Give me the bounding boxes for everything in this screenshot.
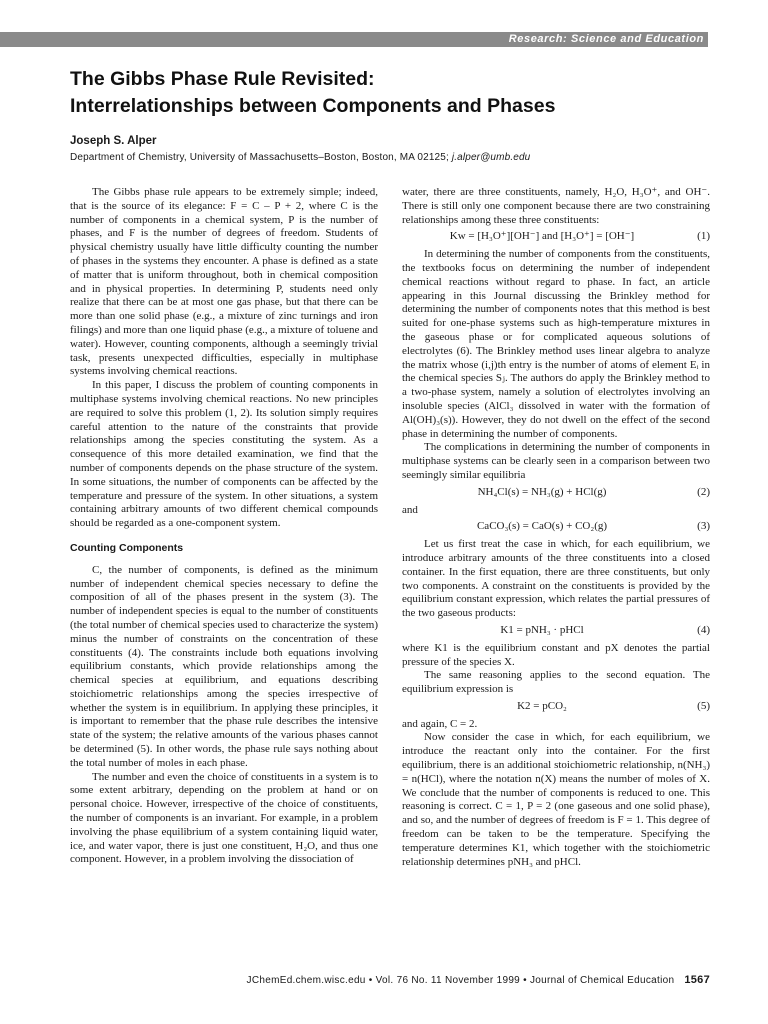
- equation-5: [402, 700, 710, 714]
- section-banner: [0, 32, 708, 47]
- body-paragraph: Now consider the case in which, for each equilibrium, we introduce the reactant only into the container. For the first equilibrium, there is an additional stoichiometric relationship, n(NH₃) = n(HCl), where the notation n(X) means the number of moles of X. We conclude that the number of components is reduced to one. This reasoning is correct. C = 1, P = 2 (one gaseous and one solid phase), and so, and the number of degrees of freedom is F = 1. This degree of freedom can be taken to be the temperature. Specifying the temperature determines K1, which together with the stoichiometric relationship determines pNH₃ and pHCl.: [402, 731, 710, 868]
- left-column: [70, 186, 378, 867]
- author-name: Joseph S. Alper: [70, 135, 157, 147]
- equation-body: K1 = pNH₃ · pHCl: [500, 623, 584, 636]
- title-line-1: The Gibbs Phase Rule Revisited:: [70, 68, 375, 90]
- body-paragraph: The same reasoning applies to the second equation. The equilibrium expression is: [402, 669, 710, 696]
- section-label: Research: Science and Education: [508, 33, 704, 45]
- page-number: 1567: [684, 974, 710, 986]
- body-paragraph: where K1 is the equilibrium constant and pX denotes the partial pressure of the species X.: [402, 641, 710, 668]
- equation-2: [402, 486, 710, 500]
- equation-number: (1): [697, 230, 710, 243]
- equation-body: K2 = pCO₂: [517, 699, 567, 712]
- author-email-link[interactable]: j.alper@umb.edu: [451, 152, 531, 163]
- body-paragraph: water, there are three constituents, namely, H₂O, H₃O⁺, and OH⁻. There is still only one component because there are two constraining relationships among these three constituents:: [402, 186, 710, 226]
- equation-4: [402, 624, 710, 638]
- equation-3: [402, 520, 710, 534]
- body-paragraph: Let us first treat the case in which, for each equilibrium, we introduce arbitrary amounts of the three constituents into a closed container. In the first equation, there are three constituents, but only two components. A constraint on the constituents is provided by the equilibrium constant expression, which relates the partial pressures of the two gaseous products:: [402, 538, 710, 620]
- equation-number: (5): [697, 699, 710, 712]
- body-paragraph: The Gibbs phase rule appears to be extremely simple; indeed, that is the source of its elegance: F = C – P + 2, where C is the number of components in a chemical system, P is the number of phases, and F is the number of degrees of freedom. Students of physical chemistry usually have little difficulty counting the number of phases in the systems they encounter. A phase is defined as a state of matter that is uniform throughout, both in chemical composition and in physical properties. In determining P, students need only realize that there can be at most one gas phase, but that there can be more than one solid phase (e.g., a mixture of zinc turnings and iron filings) and more than one liquid phase (e.g., a mixture of toluene and water). However, counting components, although a seemingly trivial task, presents unexpected difficulties, especially in multiphase systems involving chemical reactions.: [70, 186, 378, 378]
- page-footer: [0, 974, 710, 986]
- affiliation-text: Department of Chemistry, University of Massachusetts–Boston, Boston, MA 02125;: [70, 152, 452, 163]
- equation-body: NH₄Cl(s) = NH₃(g) + HCl(g): [477, 485, 607, 498]
- article-title: [70, 66, 710, 120]
- body-paragraph: In this paper, I discuss the problem of counting components in multiphase systems involving chemical reactions. No new principles are required to solve this problem (1, 2). Its solution simply requires careful attention to the nature of the constraints that provide relationships among the species constituting the system. As a consequence of this more detailed examination, we find that the number of components depends on the phase structure of the system. In some situations, the number of components can be affected by the temperature and pressure of the system. In other situations, a system containing arbitrary amounts of two different chemical compounds should be regarded as a one-component system.: [70, 379, 378, 530]
- right-column: [402, 186, 710, 869]
- equation-number: (4): [697, 623, 710, 636]
- journal-citation: JChemEd.chem.wisc.edu • Vol. 76 No. 11 November 1999 • Journal of Chemical Education: [246, 975, 675, 986]
- equation-1: [402, 230, 710, 244]
- title-line-2: Interrelationships between Components and Phases: [70, 95, 556, 117]
- connector-word: and: [402, 503, 418, 516]
- body-paragraph: The complications in determining the number of components in multiphase systems can be clearly seen in a comparison between two seemingly similar equilibria: [402, 441, 710, 481]
- body-paragraph: In determining the number of components from the constituents, the textbooks focus on determining the number of independent chemical reactions without regard to phase. In fact, an article appearing in this Journal discussing the Brinkley method for determining the number of components notes that this method is best suited for one-phase systems such as high-temperature mixtures in the gaseous phase or for complicated aqueous solutions of electrolytes (6). The Brinkley method uses linear algebra to analyze the matrix whose (i,j)th entry is the number of atoms of element Eᵢ in the chemical species Sⱼ. The authors do apply the Brinkley method to a two-phase system, namely a solution of electrolytes involving an insoluble species (AlCl₃ dissolved in water with the formation of Al(OH)₃(s)). However, they do not dwell on the effect of the second phase in determining the number of components.: [402, 248, 710, 440]
- equation-number: (2): [697, 485, 710, 498]
- body-paragraph: C, the number of components, is defined as the minimum number of independent chemical species necessary to define the composition of all of the phases present in the system (3). The number of independent species is equal to the number of constituents (the total number of chemical species used to characterize the system) minus the number of constraints on the concentration of these constituents (4). The constraints include both equations involving equilibrium constants, which provide relationships among the chemical species at equilibrium, and equations describing stoichiometric relationships among the species irrespective of whether the system is in equilibrium. In applying these principles, it is important to remember that the phase rule describes the intensive state of the system; the relative amounts of the various phases cannot be determined (5). In other words, the phase rule says nothing about the total number of moles in each phase.: [70, 563, 378, 769]
- body-paragraph: and again, C = 2.: [402, 717, 478, 730]
- equation-body: Kw = [H₃O⁺][OH⁻] and [H₃O⁺] = [OH⁻]: [449, 230, 635, 243]
- author-affiliation: [70, 152, 710, 163]
- equation-body: CaCO₃(s) = CaO(s) + CO₂(g): [476, 520, 608, 533]
- equation-number: (3): [697, 520, 710, 533]
- body-paragraph: The number and even the choice of constituents in a system is to some extent arbitrary, depending on the problem at hand or on personal choice. However, irrespective of the choice of constituents, the number of components is an invariant. For example, in a problem involving the phase equilibrium of a system containing liquid water, ice, and water vapor, there is just one constituent, H₂O, and thus one component. However, in a problem involving the dissociation of: [70, 770, 378, 866]
- section-heading: Counting Components: [70, 541, 184, 554]
